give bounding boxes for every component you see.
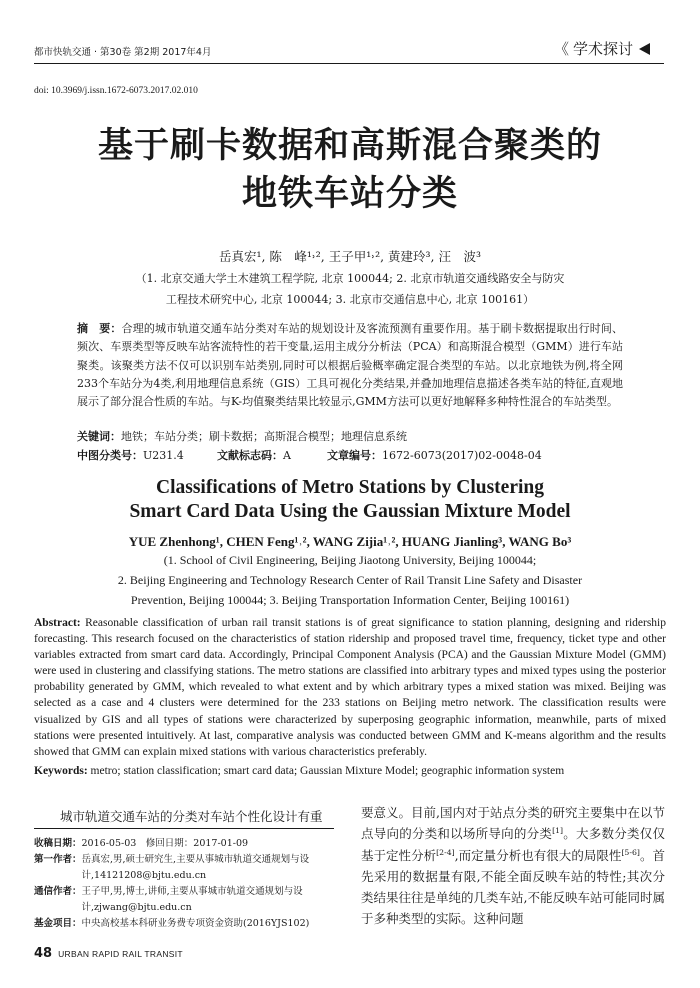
footnote-label: 第一作者： bbox=[34, 854, 82, 865]
clc-value: U231.4 bbox=[143, 449, 184, 462]
doi-line[interactable]: doi: 10.3969/j.issn.1672-6073.2017.02.010 bbox=[34, 86, 198, 96]
affiliations-cn-line-2: 工程技术研究中心, 北京 100044; 3. 北京市交通信息中心, 北京 100161） bbox=[165, 293, 535, 306]
keywords-cn-text: 地铁；车站分类；刷卡数据；高斯混合模型；地理信息系统 bbox=[121, 430, 407, 443]
footnote-first-author bbox=[34, 852, 339, 884]
header-rule bbox=[34, 63, 664, 64]
abstract-en bbox=[34, 615, 666, 760]
keywords-en bbox=[34, 765, 666, 777]
authors-cn: 岳真宏¹, 陈 峰¹˒², 王子甲¹˒², 黄建玲³, 汪 波³ bbox=[218, 249, 482, 264]
body-text: 要意义。目前,国内对于站点分类的研究主要集中在以节点导向的分类和以场所导向的分类 bbox=[361, 805, 665, 842]
page-number: 48 bbox=[34, 946, 53, 961]
footnote-rule bbox=[34, 828, 334, 829]
footnote-text[interactable]: 王子甲,男,博士,讲师,主要从事城市轨道交通规划与设计,zjwang@bjtu.edu.cn bbox=[81, 886, 303, 913]
footnote-label: 通信作者： bbox=[34, 886, 82, 897]
footnote-label: 基金项目： bbox=[34, 918, 82, 929]
abstract-en-label: Abstract: bbox=[34, 617, 81, 629]
article-number-label: 文章编号： bbox=[327, 449, 382, 462]
doc-code-label: 文献标志码： bbox=[217, 449, 283, 462]
footnote-text[interactable]: 岳真宏,男,硕士研究生,主要从事城市轨道交通规划与设计,14121208@bjtu.edu.cn bbox=[81, 854, 310, 881]
footer-journal-name: URBAN RAPID RAIL TRANSIT bbox=[58, 949, 183, 959]
footnote-funding bbox=[34, 916, 339, 932]
article-number-value: 1672-6073(2017)02-0048-04 bbox=[382, 449, 542, 462]
abstract-cn bbox=[77, 320, 623, 411]
clc-number bbox=[77, 447, 217, 463]
clc-label: 中图分类号： bbox=[77, 449, 143, 462]
running-header-journal: 都市快轨交通 · 第30卷 第2期 2017年4月 bbox=[34, 47, 212, 58]
title-en-line-1: Classifications of Metro Stations by Clustering bbox=[155, 477, 544, 498]
footnote-label: 收稿日期： bbox=[34, 838, 82, 849]
article-number bbox=[327, 447, 542, 463]
body-right-column bbox=[361, 802, 665, 930]
body-text: 。首先采用的数据量有限,不能全面反映车站的特性;其次分类结果往往是单纯的几类车站,不能反映车站可能同时属于多种类型的实际。这种问题 bbox=[361, 847, 665, 927]
title-cn-line-2: 地铁车站分类 bbox=[241, 174, 458, 214]
abstract-cn-text: 合理的城市轨道交通车站分类对车站的规划设计及客流预测有重要作用。基于刷卡数据提取出行时间、频次、车票类型等反映车站客流特性的若干变量,运用主成分分析法（PCA）和高斯混合模型（GMM）进行车站聚类。该聚类方法不仅可以识别车站类别,同时可以根据后验概率确定混合类型的车站。以北京地铁为例,将全网233个车站分为4类,利用地理信息系统（GIS）工具可视化分类结果,并叠加地理信息描述各类车站的特征,直观地展示了部分混合性质的车站。与K-均值聚类结果比较显示,GMM方法可以更好地解释多种特性混合的车站类型。 bbox=[77, 322, 624, 409]
title-en-line-2: Smart Card Data Using the Gaussian Mixture Model bbox=[129, 501, 571, 522]
citation-ref[interactable]: [2-4] bbox=[436, 847, 455, 857]
doc-code-value: A bbox=[283, 449, 291, 462]
affiliations-en-line-2: 2. Beijing Engineering and Technology Research Center of Rail Transit Line Safety and Disaster bbox=[117, 573, 583, 587]
title-cn-line-1: 基于刷卡数据和高斯混合聚类的 bbox=[97, 126, 602, 166]
body-left-first-line: 城市轨道交通车站的分类对车站个性化设计有重 bbox=[60, 809, 323, 824]
citation-ref[interactable]: [5-6] bbox=[621, 847, 640, 857]
triangle-marker-icon bbox=[639, 43, 650, 55]
keywords-cn-label: 关键词： bbox=[77, 430, 121, 443]
footnote-received bbox=[34, 836, 339, 852]
document-code bbox=[217, 447, 327, 463]
affiliations-cn-line-1: （1. 北京交通大学土木建筑工程学院, 北京 100044; 2. 北京市轨道交通线路安全与防灾 bbox=[135, 272, 565, 285]
abstract-en-text: Reasonable classification of urban rail transit stations is of great significance to station planning, designing and ridership forecasting. This research focused on the characteristics of station ridership and proposed travel time, frequency, ticket type and other variables extracted from smart card data. Accordingly, Principal Component Analysis (PCA) and the Gaussian Mixture Model (GMM) were used in clustering and classifying stations. The metro stations are classified into arbitrary types and mixed types using the posterior probability generated by GMM, which revealed to what extent and by which arbitrary types a mixed station was mixed. Beijing was selected as a case and 4 clusters were determined for the 233 stations on Beijing metro network. The classification results were visualized by GIS and all types of stations were characterized by superposing geographic information, meanwhile, parts of mixed stations were presented intuitively. At last, comparative analysis was conducted between GMM and K-means algorithm and the results showed that GMM can explain mixed stations with various characteristics preferably. bbox=[34, 617, 666, 758]
authors-en: YUE Zhenhong¹, CHEN Feng¹˒², WANG Zijia¹˒², HUANG Jianling³, WANG Bo³ bbox=[128, 534, 572, 549]
classification-row bbox=[77, 447, 637, 463]
abstract-cn-label: 摘 要： bbox=[77, 322, 122, 335]
footnote-text: 2016-05-03 修回日期：2017-01-09 bbox=[81, 838, 249, 849]
running-header-section bbox=[554, 38, 650, 59]
body-text: ,而定量分析也有很大的局限性 bbox=[454, 847, 622, 863]
affiliations-en-line-3: Prevention, Beijing 100044; 3. Beijing Transportation Information Center, Beijing 100161) bbox=[130, 593, 570, 607]
page-footer bbox=[34, 942, 183, 961]
affiliations-en-line-1: (1. School of Civil Engineering, Beijing Jiaotong University, Beijing 100044; bbox=[163, 553, 537, 567]
section-label: 学术探讨 bbox=[572, 40, 633, 58]
keywords-en-text: metro; station classification; smart card data; Gaussian Mixture Model; geographic information system bbox=[87, 765, 565, 777]
keywords-en-label: Keywords: bbox=[34, 765, 88, 777]
chevron-icon: 《 bbox=[553, 40, 569, 58]
footnotes bbox=[34, 836, 339, 932]
footnote-corresponding-author bbox=[34, 884, 339, 916]
footnote-text: 中央高校基本科研业务费专项资金资助(2016YJS102) bbox=[81, 918, 310, 929]
citation-ref[interactable]: [1] bbox=[552, 826, 564, 836]
body-text: 。大多数分类仅仅基于定性分析 bbox=[361, 826, 665, 863]
keywords-cn bbox=[77, 428, 637, 444]
